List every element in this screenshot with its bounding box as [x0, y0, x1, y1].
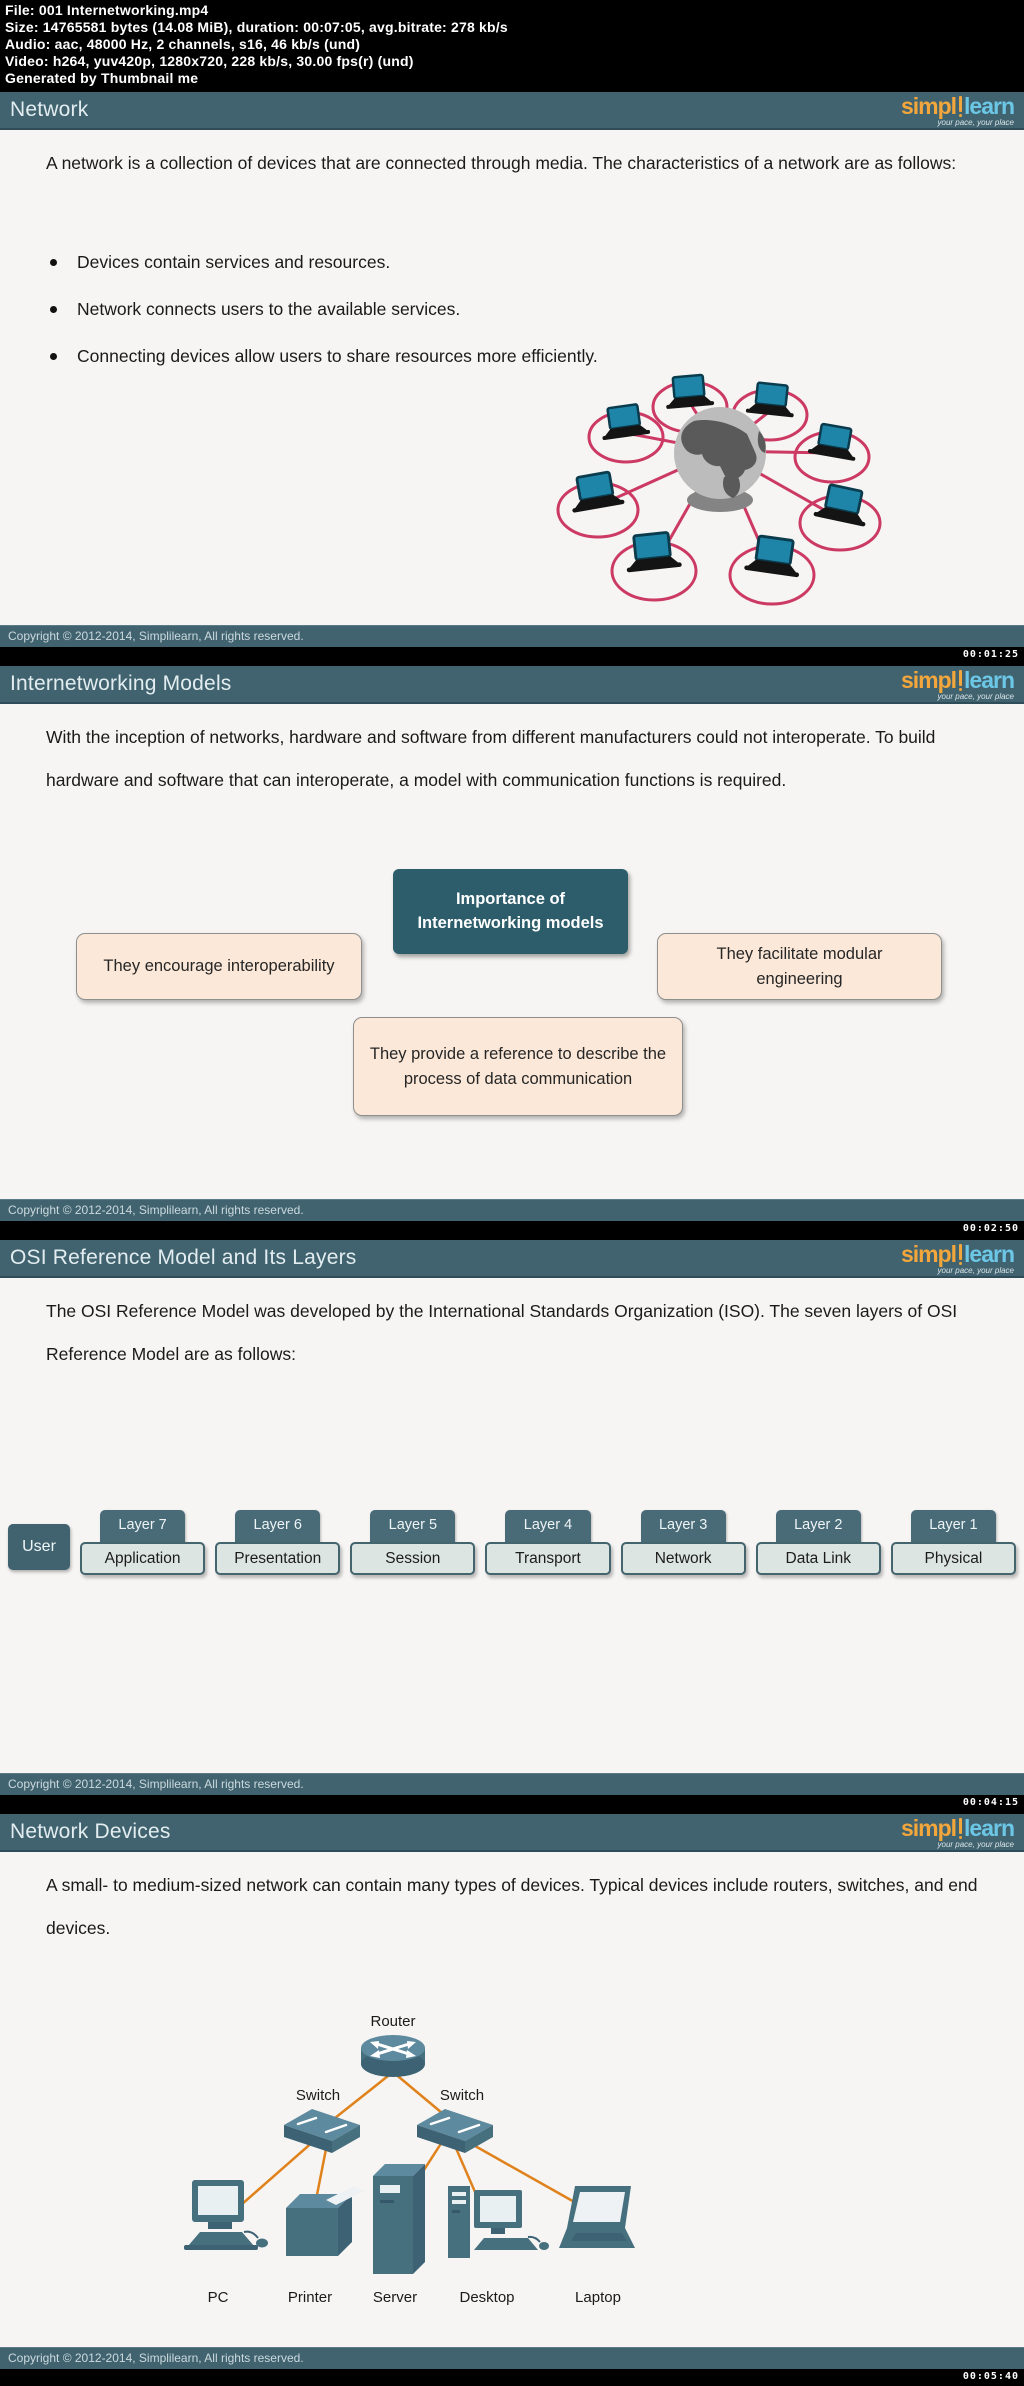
osi-column-layer2: [756, 1510, 881, 1575]
slide-header: [0, 666, 1024, 704]
slide-header: [0, 1814, 1024, 1852]
timestamp: 00:01:25: [962, 649, 1019, 660]
osi-column-layer6: [215, 1510, 340, 1575]
file-metadata: [0, 0, 1024, 90]
logo-i-mark: [959, 96, 962, 117]
copyright-bar: Copyright © 2012-2014, Simplilearn, All rights reserved.: [0, 2347, 1024, 2369]
logo-tagline: your pace, your place: [937, 1266, 1014, 1275]
logo-learn-text: learn: [964, 1241, 1014, 1267]
meta-size-line: Size: 14765581 bytes (14.08 MiB), duration: 00:07:05, avg.bitrate: 278 kb/s: [5, 19, 508, 35]
frame-internetworking-models: [0, 664, 1024, 1238]
bullet-text: Devices contain services and resources.: [77, 252, 391, 272]
server-icon: [373, 2164, 425, 2274]
logo-i-mark: [959, 670, 962, 691]
osi-column-layer1: [891, 1510, 1016, 1575]
laptop-label: Laptop: [575, 2289, 621, 2306]
router-label: Router: [370, 2013, 416, 2030]
layer-name: Data Link: [756, 1542, 881, 1575]
logo-i-mark: [959, 1818, 962, 1839]
logo-tagline: your pace, your place: [937, 692, 1014, 701]
layer-tab: Layer 1: [911, 1510, 996, 1548]
logo-simpl-text: simpl: [900, 667, 957, 693]
timestamp: 00:05:40: [962, 2371, 1019, 2382]
router-icon: [361, 2035, 425, 2077]
logo-i-mark: [959, 1244, 962, 1265]
layer-name: Transport: [485, 1542, 610, 1575]
slide-paragraph: A small- to medium-sized network can contain many types of devices. Typical devices include routers, switches, and end devices.: [46, 1875, 978, 1938]
logo-learn-text: learn: [964, 93, 1014, 119]
simplilearn-logo: [901, 95, 1014, 127]
osi-column-layer7: [80, 1510, 205, 1575]
frame-network: [0, 90, 1024, 664]
reference-box: They provide a reference to describe the process of data communication: [353, 1017, 683, 1116]
printer-icon: [286, 2186, 364, 2256]
layer-name: Session: [350, 1542, 475, 1575]
logo-tagline: your pace, your place: [937, 1840, 1014, 1849]
logo-learn-text: learn: [964, 667, 1014, 693]
slide-content: [0, 1278, 1024, 1773]
timestamp-bar: [0, 1221, 1024, 1236]
switch-left-icon: [284, 2109, 360, 2153]
layer-name: Network: [621, 1542, 746, 1575]
copyright-bar: Copyright © 2012-2014, Simplilearn, All rights reserved.: [0, 1773, 1024, 1795]
meta-generator-line: Generated by Thumbnail me: [5, 70, 199, 86]
slide-title: Network Devices: [10, 1820, 171, 1843]
timestamp-bar: [0, 1795, 1024, 1810]
bullet-marker: [50, 306, 57, 313]
osi-layers-row: [8, 1510, 1016, 1575]
modular-engineering-box: They facilitate modular engineering: [657, 933, 942, 1000]
logo-simpl-text: simpl: [900, 1241, 957, 1267]
bullet-marker: [50, 353, 57, 360]
bullet-item: [50, 299, 598, 320]
globe-network-diagram: [402, 373, 1022, 623]
logo-simpl-text: simpl: [900, 1815, 957, 1841]
logo-simpl-text: simpl: [900, 93, 957, 119]
slide-title: Internetworking Models: [10, 672, 232, 695]
timestamp: 00:02:50: [962, 1223, 1019, 1234]
logo-wordmark: [901, 669, 1014, 692]
slide-title: OSI Reference Model and Its Layers: [10, 1246, 357, 1269]
slide-paragraph: A network is a collection of devices that are connected through media. The characteristics of a network are as follows:: [46, 153, 957, 173]
layer-name: Physical: [891, 1542, 1016, 1575]
timestamp: 00:04:15: [962, 1797, 1019, 1808]
logo-i-bar: [959, 1244, 962, 1260]
simplilearn-logo: [901, 1243, 1014, 1275]
logo-i-bar: [959, 96, 962, 112]
timestamp-bar: [0, 2369, 1024, 2384]
switch-right-icon: [417, 2109, 493, 2153]
bullet-item: [50, 346, 598, 367]
desktop-icon: [448, 2186, 549, 2258]
logo-wordmark: [901, 1243, 1014, 1266]
bullet-text: Network connects users to the available services.: [77, 299, 461, 319]
slide-paragraph: With the inception of networks, hardware and software from different manufacturers could not interoperate. To build hardware and software that can interoperate, a model with communication functions is required.: [46, 727, 936, 790]
copyright-bar: Copyright © 2012-2014, Simplilearn, All rights reserved.: [0, 1199, 1024, 1221]
desktop-label: Desktop: [459, 2289, 515, 2306]
logo-wordmark: [901, 1817, 1014, 1840]
osi-column-layer3: [621, 1510, 746, 1575]
timestamp-bar: [0, 647, 1024, 662]
osi-column-layer5: [350, 1510, 475, 1575]
bullet-list: [50, 252, 598, 393]
layer-tab: Layer 7: [100, 1510, 185, 1548]
logo-i-dot: [959, 688, 962, 691]
slide-header: [0, 1240, 1024, 1278]
frame-network-devices: [0, 1812, 1024, 2386]
bullet-item: [50, 252, 598, 273]
printer-label: Printer: [287, 2289, 333, 2306]
pc-label: PC: [207, 2289, 229, 2306]
importance-center-box: Importance of Internetworking models: [393, 869, 628, 954]
pc-icon: [184, 2180, 268, 2250]
slide-content: [0, 1852, 1024, 2347]
layer-tab: Layer 2: [776, 1510, 861, 1548]
user-box: User: [8, 1524, 70, 1570]
network-devices-diagram: [130, 2012, 690, 2312]
layer-name: Application: [80, 1542, 205, 1575]
server-label: Server: [372, 2289, 418, 2306]
switch-left-label: Switch: [295, 2087, 341, 2104]
slide-content: [0, 704, 1024, 1199]
meta-file-line: File: 001 Internetworking.mp4: [5, 2, 209, 18]
slide-header: [0, 92, 1024, 130]
logo-learn-text: learn: [964, 1815, 1014, 1841]
logo-i-dot: [959, 114, 962, 117]
copyright-bar: Copyright © 2012-2014, Simplilearn, All rights reserved.: [0, 625, 1024, 647]
logo-i-dot: [959, 1836, 962, 1839]
logo-wordmark: [901, 95, 1014, 118]
globe-icon: [674, 407, 766, 512]
layer-tab: Layer 3: [641, 1510, 726, 1548]
layer-tab: Layer 4: [505, 1510, 590, 1548]
logo-i-bar: [959, 670, 962, 686]
bullet-text: Connecting devices allow users to share resources more efficiently.: [77, 346, 598, 366]
switch-right-label: Switch: [439, 2087, 485, 2104]
meta-audio-line: Audio: aac, 48000 Hz, 2 channels, s16, 46 kb/s (und): [5, 36, 361, 52]
slide-content: [0, 130, 1024, 625]
interoperability-box: They encourage interoperability: [76, 933, 362, 1000]
layer-name: Presentation: [215, 1542, 340, 1575]
bullet-marker: [50, 259, 57, 266]
laptop-icon: [559, 2186, 635, 2248]
layer-tab: Layer 5: [370, 1510, 455, 1548]
logo-i-dot: [959, 1262, 962, 1265]
meta-video-line: Video: h264, yuv420p, 1280x720, 228 kb/s, 30.00 fps(r) (und): [5, 53, 414, 69]
slide-paragraph: The OSI Reference Model was developed by the International Standards Organization (ISO). The seven layers of OSI Reference Model are as follows:: [46, 1301, 958, 1364]
slide-title: Network: [10, 98, 89, 121]
frame-osi-model: [0, 1238, 1024, 1812]
simplilearn-logo: [901, 669, 1014, 701]
layer-tab: Layer 6: [235, 1510, 320, 1548]
osi-column-layer4: [485, 1510, 610, 1575]
simplilearn-logo: [901, 1817, 1014, 1849]
logo-i-bar: [959, 1818, 962, 1834]
logo-tagline: your pace, your place: [937, 118, 1014, 127]
